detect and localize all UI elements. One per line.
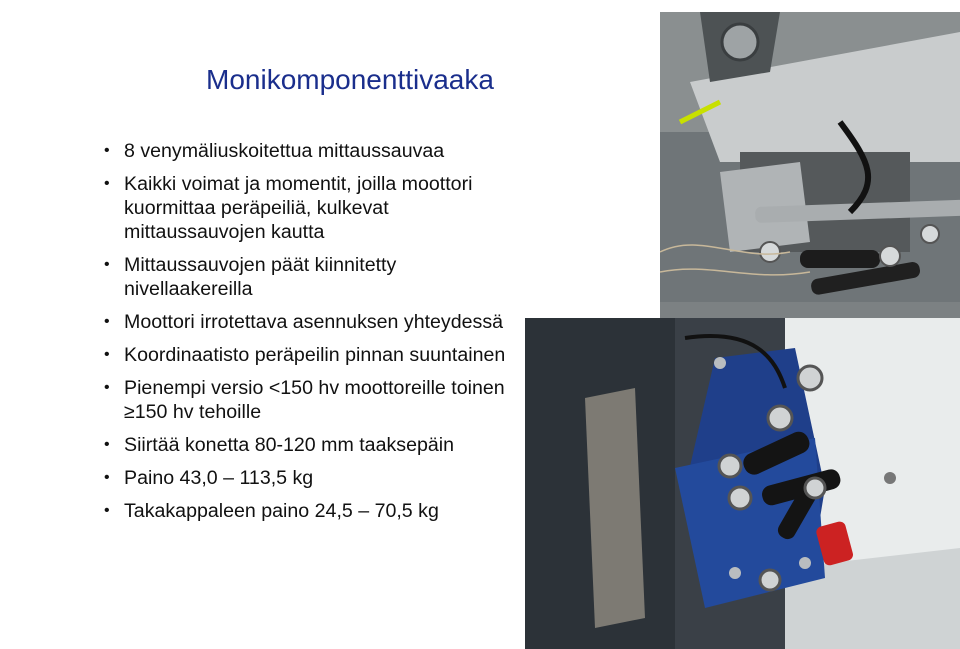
photo-mounted-frame-bottom: [525, 318, 960, 649]
bullet-item: • Mittaussauvojen päät kiinnitetty nivellaakereilla: [104, 253, 524, 301]
bullet-item: • Pienempi versio <150 hv moottoreille toinen ≥150 hv tehoille: [104, 376, 524, 424]
slide-title: Monikomponenttivaaka: [206, 64, 494, 95]
bullet-item: • 8 venymäliuskoitettua mittaussauvaa: [104, 139, 524, 163]
bullet-list: [104, 139, 524, 532]
bullet-item: • Siirtää konetta 80-120 mm taaksepäin: [104, 433, 524, 457]
bullet-item: • Moottori irrotettava asennuksen yhteydessä: [104, 310, 524, 334]
bullet-item: • Paino 43,0 – 113,5 kg: [104, 466, 524, 490]
bullet-item: • Kaikki voimat ja momentit, joilla moottori kuormittaa peräpeiliä, kulkevat mittaussauvojen kautta: [104, 172, 524, 244]
bullet-item: • Takakappaleen paino 24,5 – 70,5 kg: [104, 499, 524, 523]
photo-mechanism-top: [660, 12, 960, 318]
bullet-item: • Koordinaatisto peräpeilin pinnan suuntainen: [104, 343, 524, 367]
